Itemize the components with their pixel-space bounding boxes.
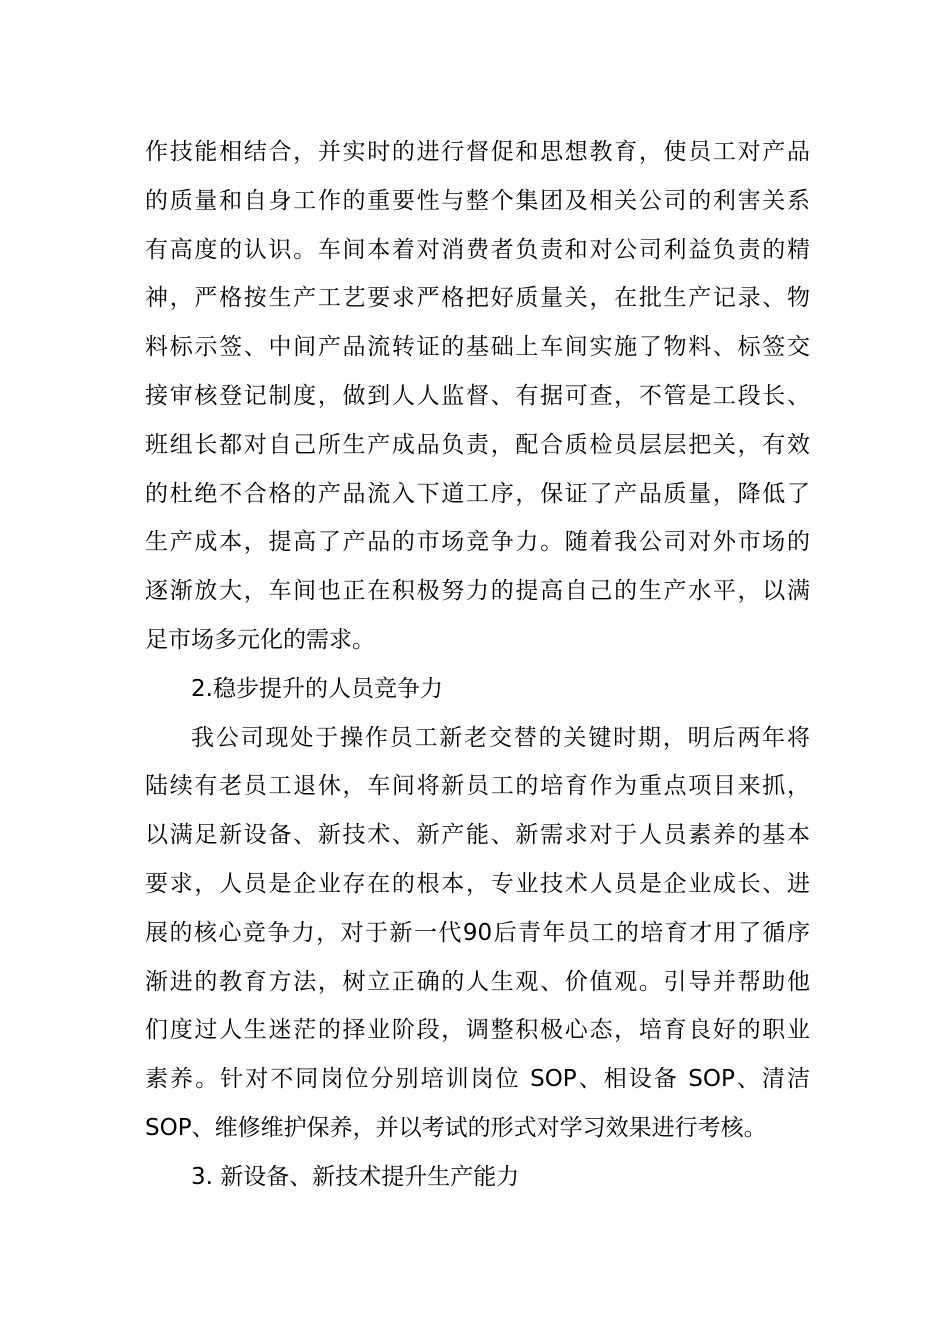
text-line: SOP、维修维护保养，并以考试的形式对学习效果进行考核。 [145, 1114, 767, 1141]
text-line: 逐渐放大，车间也正在积极努力的提高自己的生产水平，以满 [145, 578, 810, 605]
text-line: 的杜绝不合格的产品流入下道工序，保证了产品质量，降低了 [145, 480, 810, 507]
text-line: 接审核登记制度，做到人人监督、有据可查，不管是工段长、 [145, 382, 810, 409]
text-line: 以满足新设备、新技术、新产能、新需求对于人员素养的基本 [145, 822, 810, 849]
section-heading: 2.稳步提升的人员竞争力 [191, 675, 443, 702]
text-line: 要求，人员是企业存在的根本，专业技术人员是企业成长、进 [145, 870, 810, 897]
text-line: 班组长都对自己所生产成品负责，配合质检员层层把关，有效 [145, 431, 810, 458]
text-line: 的质量和自身工作的重要性与整个集团及相关公司的利害关系 [145, 187, 810, 214]
text-line: 渐进的教育方法，树立正确的人生观、价值观。引导并帮助他 [145, 968, 810, 995]
text-line: 素养。针对不同岗位分别培训岗位 SOP、相设备 SOP、清洁 [145, 1066, 810, 1093]
text-line: 我公司现处于操作员工新老交替的关键时期，明后两年将 [191, 724, 810, 751]
text-line: 们度过人生迷茫的择业阶段，调整积极心态，培育良好的职业 [145, 1017, 810, 1044]
text-line: 生产成本，提高了产品的市场竞争力。随着我公司对外市场的 [145, 529, 810, 556]
section-heading: 3. 新设备、新技术提升生产能力 [191, 1163, 520, 1190]
text-line: 神，严格按生产工艺要求严格把好质量关，在批生产记录、物 [145, 285, 810, 312]
text-line: 料标示签、中间产品流转证的基础上车间实施了物料、标签交 [145, 334, 810, 361]
body-text [145, 128, 810, 1202]
text-line: 作技能相结合，并实时的进行督促和思想教育，使员工对产品 [145, 139, 810, 165]
text-line: 展的核心竞争力，对于新一代90后青年员工的培育才用了循序 [145, 919, 810, 946]
text-line: 足市场多元化的需求。 [145, 626, 375, 653]
text-line: 陆续有老员工退休，车间将新员工的培育作为重点项目来抓， [145, 773, 810, 800]
text-line: 有高度的认识。车间本着对消费者负责和对公司利益负责的精 [145, 236, 810, 263]
